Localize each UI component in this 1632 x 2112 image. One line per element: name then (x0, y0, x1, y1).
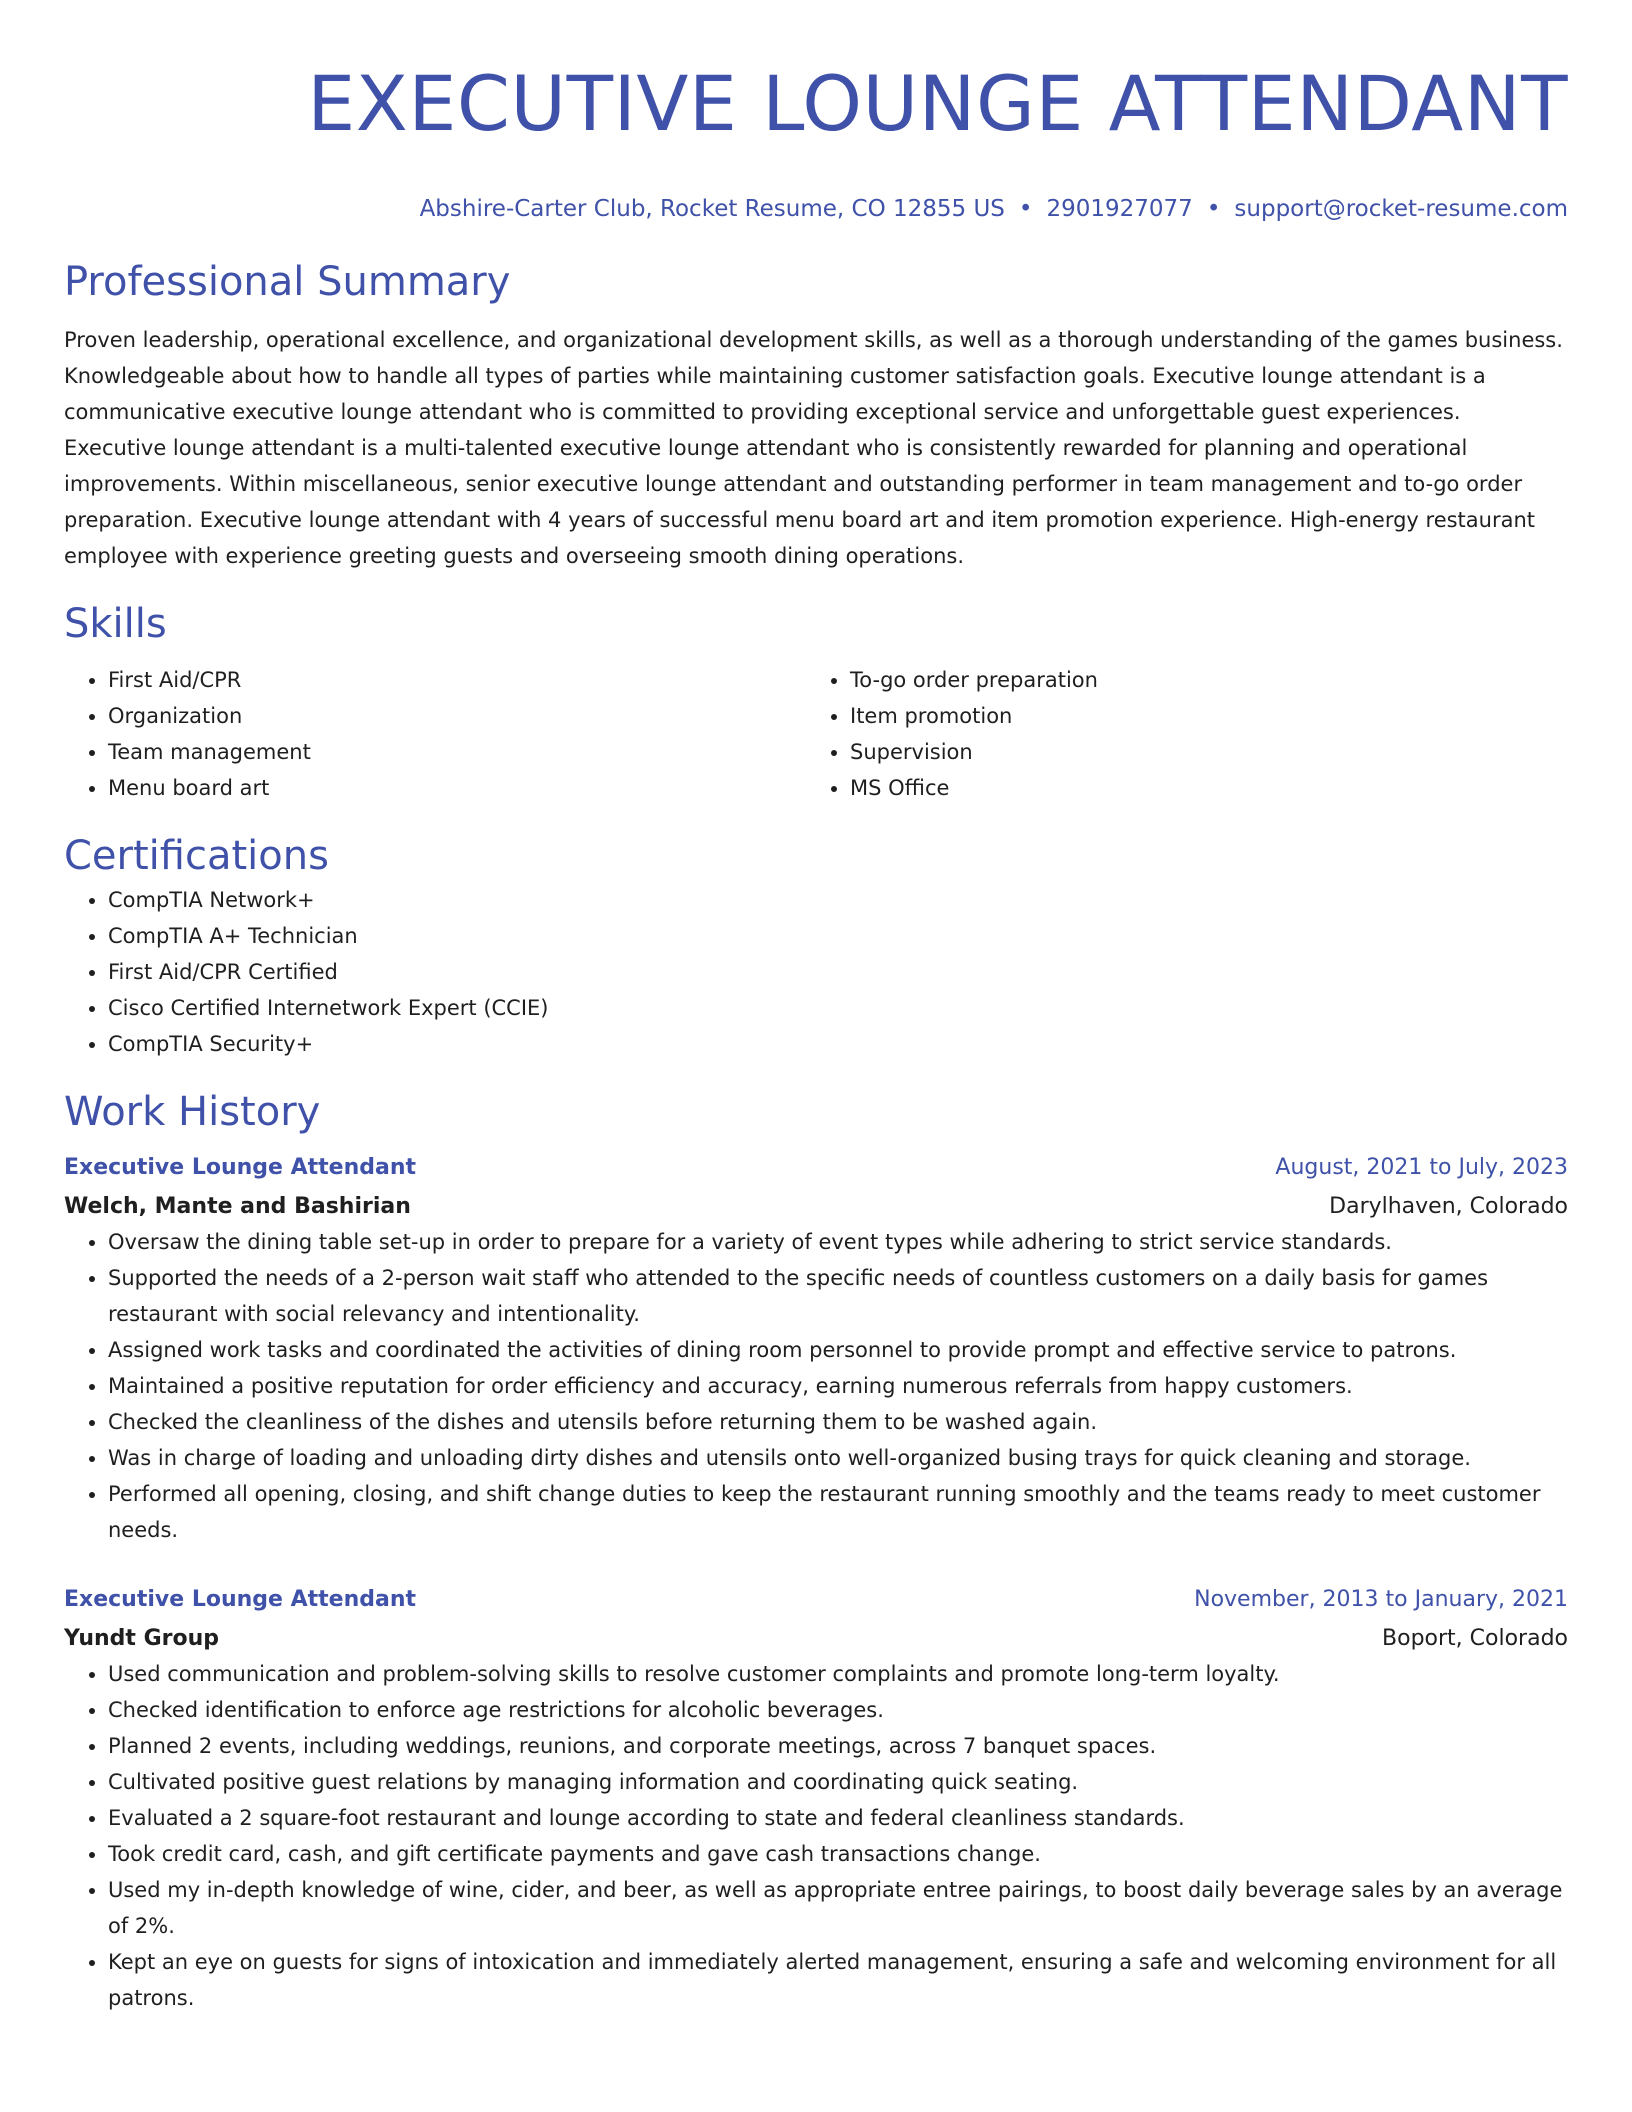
certification-item: • CompTIA A+ Technician (108, 918, 1568, 954)
job-location: Darylhaven, Colorado (1329, 1194, 1568, 1219)
job-duty: • Planned 2 events, including weddings, reunions, and corporate meetings, across 7 banquet spaces. (108, 1728, 1568, 1764)
skill-item: • MS Office (850, 770, 1548, 806)
skill-item: • Item promotion (850, 698, 1548, 734)
job-duty: • Kept an eye on guests for signs of intoxication and immediately alerted management, ensuring a safe and welcoming environment for all patrons. (108, 1944, 1568, 2016)
summary-text: Proven leadership, operational excellence, and organizational development skills, as well as a thorough understanding of the games business. Knowledgeable about how to handle all types of parties while maintaining customer satisfaction goals. Executive lounge attendant is a communicative executive lounge attendant who is committed to providing exceptional service and unforgettable guest experiences. Executive lounge attendant is a multi-talented executive lounge attendant who is consistently rewarded for planning and operational improvements. Within miscellaneous, senior executive lounge attendant and outstanding performer in team management and to-go order preparation. Executive lounge attendant with 4 years of successful menu board art and item promotion experience. High-energy restaurant employee with experience greeting guests and overseeing smooth dining operations. (64, 328, 1563, 568)
skills-list-left (64, 662, 806, 806)
job-duty: • Was in charge of loading and unloading dirty dishes and utensils onto well-organized busing trays for quick cleaning and storage. (108, 1440, 1568, 1476)
job-duty: • Maintained a positive reputation for order efficiency and accuracy, earning numerous referrals from happy customers. (108, 1368, 1568, 1404)
job-duty: • Assigned work tasks and coordinated the activities of dining room personnel to provide prompt and effective service to patrons. (108, 1332, 1568, 1368)
job-title: Executive Lounge Attendant (64, 1155, 417, 1180)
job-duty: • Cultivated positive guest relations by managing information and coordinating quick seating. (108, 1764, 1568, 1800)
job-duty: • Took credit card, cash, and gift certificate payments and gave cash transactions change. (108, 1836, 1568, 1872)
skill-item: • Organization (108, 698, 806, 734)
job-duty: • Used my in-depth knowledge of wine, cider, and beer, as well as appropriate entree pairings, to boost daily beverage sales by an average of 2%. (108, 1872, 1568, 1944)
job-location: Boport, Colorado (1382, 1626, 1568, 1651)
certification-item: • CompTIA Security+ (108, 1026, 1568, 1062)
job-title-row (64, 1152, 1568, 1184)
job-duty: • Checked identification to enforce age restrictions for alcoholic beverages. (108, 1692, 1568, 1728)
job-title-row (64, 1584, 1568, 1616)
skills-grid (64, 662, 1568, 806)
certification-item: • Cisco Certified Internetwork Expert (CCIE) (108, 990, 1568, 1026)
job-entry (64, 1152, 1568, 1548)
job-company: Yundt Group (64, 1626, 220, 1651)
contact-line (64, 194, 1568, 224)
work-history-heading: Work History (64, 1089, 321, 1135)
contact-phone: 2901927077 (1046, 196, 1193, 222)
contact-separator: • (1018, 196, 1033, 222)
certification-item: • First Aid/CPR Certified (108, 954, 1568, 990)
job-duties-list (64, 1656, 1568, 2016)
job-duty: • Evaluated a 2 square-foot restaurant and lounge according to state and federal cleanliness standards. (108, 1800, 1568, 1836)
skill-item: • Team management (108, 734, 806, 770)
skill-item: • Supervision (850, 734, 1548, 770)
contact-separator: • (1206, 196, 1221, 222)
certification-item: • CompTIA Network+ (108, 882, 1568, 918)
job-duty: • Performed all opening, closing, and shift change duties to keep the restaurant running smoothly and the teams ready to meet customer needs. (108, 1476, 1568, 1548)
certifications-heading: Certifications (64, 833, 329, 879)
skill-item: • First Aid/CPR (108, 662, 806, 698)
job-entry (64, 1584, 1568, 2016)
job-duty: • Used communication and problem-solving skills to resolve customer complaints and promote long-term loyalty. (108, 1656, 1568, 1692)
summary-heading: Professional Summary (64, 259, 511, 305)
job-company-row (64, 1616, 1568, 1656)
job-duty: • Checked the cleanliness of the dishes and utensils before returning them to be washed again. (108, 1404, 1568, 1440)
certifications-list (64, 882, 1568, 1062)
skills-list-right (806, 662, 1548, 806)
job-dates: November, 2013 to January, 2021 (1194, 1587, 1568, 1612)
job-duty: • Supported the needs of a 2-person wait staff who attended to the specific needs of countless customers on a daily basis for games restaurant with social relevancy and intentionality. (108, 1260, 1568, 1332)
candidate-name: EXECUTIVE LOUNGE ATTENDANT (307, 59, 1568, 148)
skill-item: • To-go order preparation (850, 662, 1548, 698)
contact-address: Abshire-Carter Club, Rocket Resume, CO 12855 US (419, 196, 1005, 222)
contact-email: support@rocket-resume.com (1234, 196, 1568, 222)
skills-heading: Skills (64, 601, 167, 647)
skill-item: • Menu board art (108, 770, 806, 806)
resume-header (64, 56, 1568, 224)
job-company-row (64, 1184, 1568, 1224)
job-duties-list (64, 1224, 1568, 1548)
job-title: Executive Lounge Attendant (64, 1587, 417, 1612)
job-company: Welch, Mante and Bashirian (64, 1194, 411, 1219)
job-dates: August, 2021 to July, 2023 (1275, 1155, 1568, 1180)
job-duty: • Oversaw the dining table set-up in order to prepare for a variety of event types while adhering to strict service standards. (108, 1224, 1568, 1260)
